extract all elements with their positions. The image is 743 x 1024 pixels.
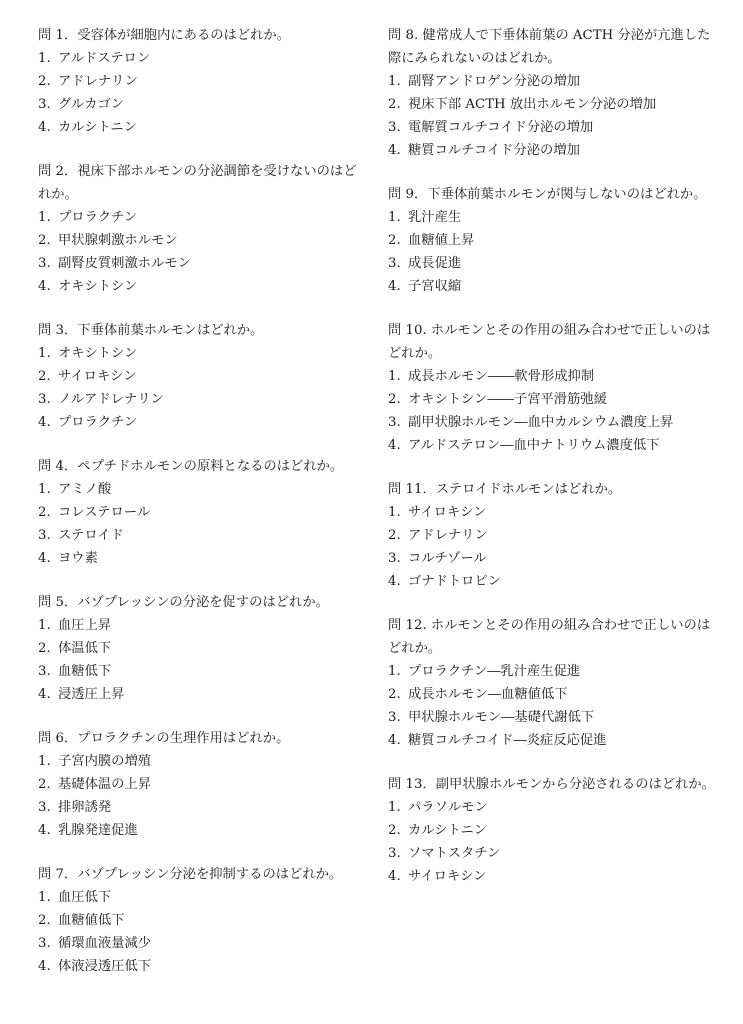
- option-number: 2.: [388, 687, 401, 702]
- option-number: 1.: [388, 369, 401, 384]
- answer-option: [38, 909, 368, 932]
- question-11: [388, 478, 723, 593]
- answer-option: [388, 796, 723, 819]
- question-1: [38, 24, 368, 139]
- question-5: [38, 591, 368, 706]
- question-title: 問 12. ホルモンとその作用の組み合わせで正しいのはどれか。: [388, 618, 711, 656]
- question-title: 問 5．バゾプレッシンの分泌を促すのはどれか。: [38, 595, 329, 610]
- option-number: 3.: [388, 551, 401, 566]
- option-text: 基礎体温の上昇: [58, 777, 152, 792]
- question-title: 問 3．下垂体前葉ホルモンはどれか。: [38, 323, 264, 338]
- answer-option: [388, 229, 723, 252]
- answer-option: [38, 886, 368, 909]
- option-number: 3.: [388, 415, 401, 430]
- question-title: 問 9．下垂体前葉ホルモンが関与しないのはどれか。: [388, 187, 707, 202]
- option-text: 体温低下: [58, 641, 112, 656]
- option-number: 2.: [388, 392, 401, 407]
- answer-option: [38, 70, 368, 93]
- answer-option: [388, 683, 723, 706]
- option-number: 1.: [38, 890, 51, 905]
- question-title: 問 11．ステロイドホルモンはどれか。: [388, 482, 622, 497]
- answer-option: [388, 524, 723, 547]
- question-13: [388, 773, 723, 888]
- answer-option: [388, 729, 723, 752]
- option-text: オキシトシン――子宮平滑筋弛緩: [408, 392, 607, 407]
- answer-option: [38, 206, 368, 229]
- option-text: アルドステロン: [58, 51, 151, 66]
- option-number: 4.: [388, 143, 401, 158]
- answer-option: [38, 796, 368, 819]
- question-6: [38, 727, 368, 842]
- option-text: 乳腺発達促進: [58, 823, 138, 838]
- option-text: プロラクチン―乳汁産生促進: [408, 664, 581, 679]
- option-text: 血圧上昇: [58, 618, 112, 633]
- answer-option: [38, 47, 368, 70]
- question-9: [388, 183, 723, 298]
- option-text: アルドステロン―血中ナトリウム濃度低下: [408, 438, 660, 453]
- option-text: 浸透圧上昇: [58, 687, 125, 702]
- option-number: 3.: [38, 97, 51, 112]
- answer-option: [388, 411, 723, 434]
- answer-option: [38, 116, 368, 139]
- option-text: 排卵誘発: [58, 800, 112, 815]
- option-number: 2.: [38, 369, 51, 384]
- answer-option: [38, 275, 368, 298]
- option-text: 血糖低下: [58, 664, 112, 679]
- question-3: [38, 319, 368, 434]
- option-number: 4.: [388, 733, 401, 748]
- option-number: 4.: [388, 438, 401, 453]
- option-number: 4.: [38, 279, 51, 294]
- answer-option: [388, 434, 723, 457]
- option-number: 2.: [388, 528, 401, 543]
- question-title: 問 4．ペプチドホルモンの原料となるのはどれか。: [38, 459, 344, 474]
- answer-option: [388, 93, 723, 116]
- option-text: 副腎アンドロゲン分泌の増加: [408, 74, 581, 89]
- answer-option: [38, 411, 368, 434]
- option-number: 3.: [38, 392, 51, 407]
- option-number: 3.: [388, 710, 401, 725]
- option-number: 4.: [38, 687, 51, 702]
- option-number: 1.: [388, 664, 401, 679]
- answer-option: [38, 478, 368, 501]
- option-text: パラソルモン: [408, 800, 488, 815]
- question-title: 問 1．受容体が細胞内にあるのはどれか。: [38, 28, 291, 43]
- question-10: [388, 319, 723, 457]
- option-text: オキシトシン: [58, 279, 138, 294]
- option-text: カルシトニン: [408, 823, 487, 838]
- option-number: 1.: [388, 210, 401, 225]
- option-text: ステロイド: [58, 528, 124, 543]
- option-number: 1.: [38, 51, 51, 66]
- option-number: 2.: [38, 777, 51, 792]
- option-text: 体液浸透圧低下: [58, 959, 152, 974]
- answer-option: [388, 275, 723, 298]
- answer-option: [388, 865, 723, 888]
- option-text: アミノ酸: [58, 482, 112, 497]
- answer-option: [38, 252, 368, 275]
- answer-option: [38, 388, 368, 411]
- option-number: 3.: [38, 800, 51, 815]
- option-text: 成長ホルモン―血糖値低下: [408, 687, 568, 702]
- answer-option: [388, 660, 723, 683]
- option-text: 糖質コルチコイド分泌の増加: [408, 143, 580, 158]
- answer-option: [388, 116, 723, 139]
- option-number: 4.: [388, 869, 401, 884]
- answer-option: [388, 206, 723, 229]
- option-text: サイロキシン: [408, 869, 487, 884]
- option-text: 電解質コルチコイド分泌の増加: [408, 120, 594, 135]
- option-number: 1.: [388, 505, 401, 520]
- option-number: 2.: [38, 233, 51, 248]
- option-text: コルチゾール: [408, 551, 487, 566]
- option-number: 4.: [38, 415, 51, 430]
- answer-option: [38, 524, 368, 547]
- option-number: 4.: [38, 959, 51, 974]
- option-text: 副甲状腺ホルモン―血中カルシウム濃度上昇: [408, 415, 674, 430]
- answer-option: [38, 342, 368, 365]
- question-2: [38, 160, 368, 298]
- option-number: 1.: [388, 74, 401, 89]
- option-text: オキシトシン: [58, 346, 138, 361]
- option-text: 成長促進: [408, 256, 462, 271]
- question-title: 問 7．バゾプレッシン分泌を抑制するのはどれか。: [38, 867, 343, 882]
- option-text: 甲状腺刺激ホルモン: [58, 233, 178, 248]
- question-title: 問 8. 健常成人で下垂体前葉の ACTH 分泌が亢進した際にみられないのはどれか。: [388, 28, 711, 66]
- option-number: 4.: [38, 823, 51, 838]
- option-number: 3.: [38, 936, 51, 951]
- option-text: アドレナリン: [58, 74, 138, 89]
- option-text: 血糖値低下: [58, 913, 125, 928]
- question-4: [38, 455, 368, 570]
- answer-option: [38, 819, 368, 842]
- answer-option: [388, 570, 723, 593]
- option-text: グルカゴン: [58, 97, 125, 112]
- answer-option: [388, 501, 723, 524]
- option-text: 血圧低下: [58, 890, 112, 905]
- option-number: 3.: [38, 528, 51, 543]
- option-text: ヨウ素: [58, 551, 98, 566]
- option-text: アドレナリン: [408, 528, 488, 543]
- option-number: 4.: [38, 120, 51, 135]
- option-number: 2.: [388, 97, 401, 112]
- answer-option: [38, 614, 368, 637]
- answer-option: [388, 365, 723, 388]
- option-number: 2.: [38, 505, 51, 520]
- question-title: 問 2．視床下部ホルモンの分泌調節を受けないのはどれか。: [38, 164, 357, 202]
- option-text: 血糖値上昇: [408, 233, 475, 248]
- option-number: 4.: [38, 551, 51, 566]
- question-title: 問 10. ホルモンとその作用の組み合わせで正しいのはどれか。: [388, 323, 711, 361]
- option-text: 乳汁産生: [408, 210, 462, 225]
- answer-option: [388, 70, 723, 93]
- answer-option: [38, 750, 368, 773]
- right-question-column: [388, 24, 723, 909]
- option-number: 2.: [38, 913, 51, 928]
- answer-option: [388, 388, 723, 411]
- option-number: 3.: [388, 846, 401, 861]
- answer-option: [388, 819, 723, 842]
- option-number: 1.: [38, 482, 51, 497]
- answer-option: [38, 773, 368, 796]
- option-text: カルシトニン: [58, 120, 137, 135]
- option-text: 視床下部 ACTH 放出ホルモン分泌の増加: [408, 97, 657, 112]
- option-text: ノルアドレナリン: [58, 392, 164, 407]
- question-8: [388, 24, 723, 162]
- question-title: 問 13．副甲状腺ホルモンから分泌されるのはどれか。: [388, 777, 715, 792]
- option-number: 2.: [388, 823, 401, 838]
- option-text: ソマトスタチン: [408, 846, 501, 861]
- option-text: プロラクチン: [58, 415, 138, 430]
- option-text: 循環血液量減少: [58, 936, 152, 951]
- option-text: 子宮内膜の増殖: [58, 754, 152, 769]
- option-text: サイロキシン: [58, 369, 137, 384]
- option-text: プロラクチン: [58, 210, 138, 225]
- answer-option: [38, 955, 368, 978]
- option-number: 3.: [388, 120, 401, 135]
- option-number: 2.: [38, 641, 51, 656]
- option-number: 2.: [388, 233, 401, 248]
- option-text: 甲状腺ホルモン―基礎代謝低下: [408, 710, 595, 725]
- answer-option: [388, 706, 723, 729]
- answer-option: [38, 93, 368, 116]
- option-text: コレステロール: [58, 505, 151, 520]
- option-number: 1.: [38, 754, 51, 769]
- option-text: 成長ホルモン――軟骨形成抑制: [408, 369, 595, 384]
- option-number: 3.: [38, 664, 51, 679]
- answer-option: [38, 660, 368, 683]
- answer-option: [388, 547, 723, 570]
- option-number: 1.: [38, 618, 51, 633]
- option-text: 副腎皮質刺激ホルモン: [58, 256, 191, 271]
- answer-option: [38, 637, 368, 660]
- option-number: 2.: [38, 74, 51, 89]
- answer-option: [38, 683, 368, 706]
- answer-option: [388, 842, 723, 865]
- answer-option: [388, 252, 723, 275]
- question-12: [388, 614, 723, 752]
- left-question-column: [38, 24, 368, 999]
- option-text: 糖質コルチコイド―炎症反応促進: [408, 733, 607, 748]
- option-number: 3.: [388, 256, 401, 271]
- question-title: 問 6．プロラクチンの生理作用はどれか。: [38, 731, 290, 746]
- option-number: 3.: [38, 256, 51, 271]
- option-number: 4.: [388, 574, 401, 589]
- answer-option: [38, 229, 368, 252]
- option-number: 1.: [38, 346, 51, 361]
- option-number: 1.: [388, 800, 401, 815]
- answer-option: [38, 365, 368, 388]
- option-number: 1.: [38, 210, 51, 225]
- answer-option: [388, 139, 723, 162]
- answer-option: [38, 547, 368, 570]
- option-text: 子宮収縮: [408, 279, 462, 294]
- option-number: 4.: [388, 279, 401, 294]
- option-text: ゴナドトロピン: [408, 574, 502, 589]
- answer-option: [38, 932, 368, 955]
- option-text: サイロキシン: [408, 505, 487, 520]
- answer-option: [38, 501, 368, 524]
- question-7: [38, 863, 368, 978]
